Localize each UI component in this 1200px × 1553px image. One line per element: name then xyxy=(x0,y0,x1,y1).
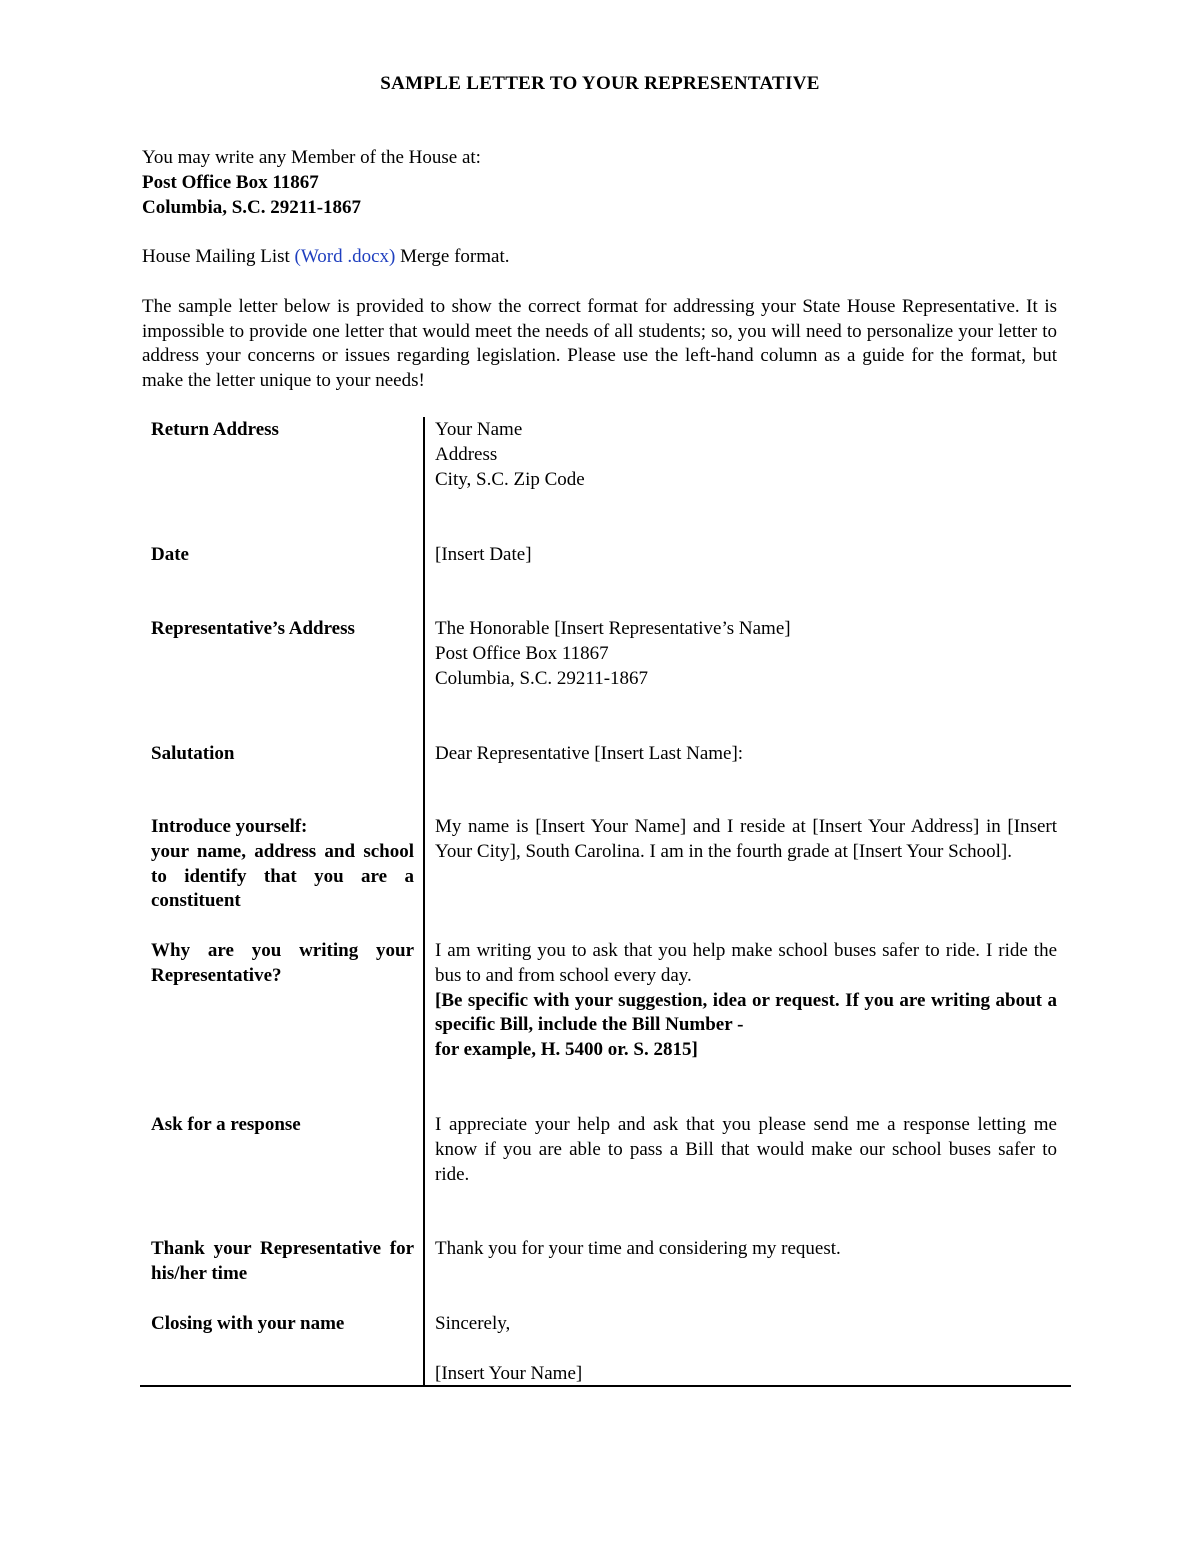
why-writing-text: I am writing you to ask that you help make school buses safer to ride. I ride the bus to and from school every day. xyxy=(435,940,1057,986)
house-address-line1: Post Office Box 11867 xyxy=(142,171,319,193)
rep-address-line: The Honorable [Insert Representative’s Name] xyxy=(435,618,791,639)
rep-address-line: Columbia, S.C. 29211-1867 xyxy=(435,667,649,689)
page-title: SAMPLE LETTER TO YOUR REPRESENTATIVE xyxy=(380,73,820,94)
return-address-line: City, S.C. Zip Code xyxy=(435,468,585,490)
why-writing-instruction: [Be specific with your suggestion, idea or request. If you are writing about a specific Bill, include the Bill Number - xyxy=(435,989,1057,1036)
introduce-value: My name is [Insert Your Name] and I reside at [Insert Your Address] in [Insert Your City], South Carolina. I am in the fourth grade at [Insert Your School]. xyxy=(435,816,1057,862)
ask-response-value: I appreciate your help and ask that you please send me a response letting me know if you are able to pass a Bill that would make our school buses safer to ride. xyxy=(435,1114,1057,1185)
house-address-line2: Columbia, S.C. 29211-1867 xyxy=(142,196,362,218)
introduce-label-detail: your name, address and school to identify that you are a constituent xyxy=(151,840,414,912)
salutation-label: Salutation xyxy=(151,743,235,764)
mailing-list-link[interactable]: (Word .docx) xyxy=(294,246,396,268)
date-value: [Insert Date] xyxy=(435,544,532,565)
thank-label: Thank your Representative for his/her time xyxy=(151,1238,414,1284)
return-address-line: Address xyxy=(435,443,498,465)
rep-address-value xyxy=(435,617,1057,691)
date-label: Date xyxy=(151,544,189,565)
write-instruction: You may write any Member of the House at: xyxy=(142,147,481,168)
closing-sincerely: Sincerely, xyxy=(435,1313,511,1334)
introduce-label-heading: Introduce yourself: xyxy=(151,816,308,837)
why-writing-value xyxy=(435,939,1057,1063)
rep-address-label: Representative’s Address xyxy=(151,618,355,639)
return-address-label: Return Address xyxy=(151,419,279,440)
mailing-list-prefix: House Mailing List xyxy=(142,246,295,268)
column-divider xyxy=(423,417,425,1385)
closing-name: [Insert Your Name] xyxy=(435,1362,583,1384)
return-address-line: Your Name xyxy=(435,419,523,440)
why-writing-example: for example, H. 5400 or. S. 2815] xyxy=(435,1039,698,1061)
intro-paragraph: The sample letter below is provided to show the correct format for addressing your State House Representative. It is impossible to provide one letter that would meet the needs of all students; so, you will need to personalize your letter to address your concerns or issues regarding legislation. Please use the left-hand column as a guide for the format, but make the letter unique to your needs! xyxy=(142,295,1057,392)
rep-address-line: Post Office Box 11867 xyxy=(435,642,609,664)
closing-label: Closing with your name xyxy=(151,1313,345,1334)
intro-section xyxy=(142,146,1057,394)
letter-format-table xyxy=(140,417,1071,1387)
thank-value: Thank you for your time and considering my request. xyxy=(435,1238,841,1259)
why-writing-label: Why are you writing your Representative? xyxy=(151,940,414,986)
mailing-list-suffix: Merge format. xyxy=(395,246,510,268)
return-address-value xyxy=(435,418,1057,492)
closing-value xyxy=(435,1312,1057,1386)
salutation-value: Dear Representative [Insert Last Name]: xyxy=(435,743,744,764)
introduce-label xyxy=(151,815,414,914)
ask-response-label: Ask for a response xyxy=(151,1114,301,1135)
mailing-list-line xyxy=(142,245,1057,270)
